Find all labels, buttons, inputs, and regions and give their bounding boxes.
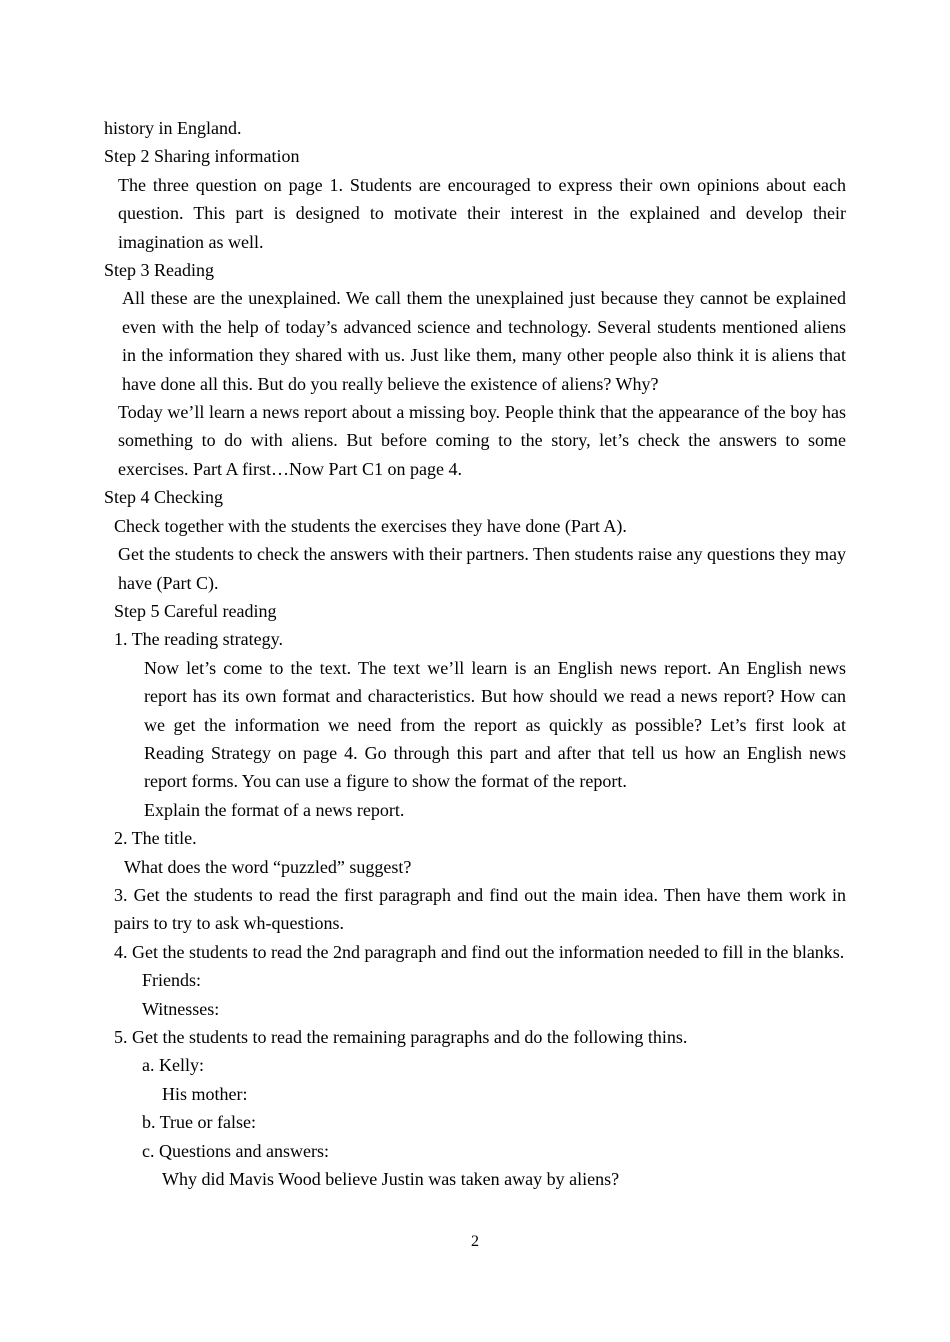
list-item: 2. The title. — [114, 828, 197, 849]
sub-item: c. Questions and answers: — [142, 1140, 329, 1161]
document-body — [104, 114, 846, 1193]
section-heading: Step 2 Sharing information — [104, 146, 300, 167]
paragraph: Today we’ll learn a news report about a missing boy. People think that the appearance of the boy has something to do with aliens. But before coming to the story, let’s check the answers to some exercises. Part A first…Now Part C1 on page 4. — [118, 402, 846, 479]
text-line: Why did Mavis Wood believe Justin was taken away by aliens? — [162, 1169, 620, 1190]
text-line: What does the word “puzzled” suggest? — [124, 856, 412, 877]
sub-item: b. True or false: — [142, 1112, 256, 1133]
section-heading: Step 4 Checking — [104, 487, 223, 508]
list-item: 3. Get the students to read the first paragraph and find out the main idea. Then have them work in pairs to try to ask wh-questions. — [114, 884, 846, 934]
text-line: Check together with the students the exercises they have done (Part A). — [114, 515, 627, 536]
list-item: 5. Get the students to read the remaining paragraphs and do the following thins. — [114, 1027, 688, 1047]
paragraph: Get the students to check the answers with their partners. Then students raise any questions they may have (Part C). — [118, 544, 846, 593]
sub-item: a. Kelly: — [142, 1055, 204, 1076]
text-line: Witnesses: — [142, 998, 220, 1019]
list-item: 4. Get the students to read the 2nd paragraph and find out the information needed to fill in the blanks. — [114, 941, 845, 962]
paragraph: Now let’s come to the text. The text we’ll learn is an English news report. An English news report has its own format and characteristics. But how should we read a news report? How can we get the information we need from the report as quickly as possible? Let’s first look at Reading Strategy on page 4. Go through this part and after that tell us how an English news report forms. You can use a figure to show the format of the report. — [144, 657, 846, 792]
text-line: Friends: — [142, 970, 202, 991]
text-line: Explain the format of a news report. — [144, 799, 405, 820]
paragraph: All these are the unexplained. We call them the unexplained just because they cannot be explained even with the help of today’s advanced science and technology. Several students mentioned aliens in the information they shared with us. Just like them, many other people also think it is aliens that have done all this. But do you really believe the existence of aliens? Why? — [122, 288, 846, 394]
list-item: 1. The reading strategy. — [114, 629, 283, 650]
paragraph: The three question on page 1. Students are encouraged to express their own opinions about each question. This part is designed to motivate their interest in the explained and develop their imagination as well. — [118, 174, 846, 252]
page-number: 2 — [471, 1233, 479, 1250]
text-line: history in England. — [104, 118, 242, 138]
section-heading: Step 3 Reading — [104, 260, 214, 281]
text-line: His mother: — [162, 1083, 248, 1104]
section-heading: Step 5 Careful reading — [114, 600, 277, 621]
